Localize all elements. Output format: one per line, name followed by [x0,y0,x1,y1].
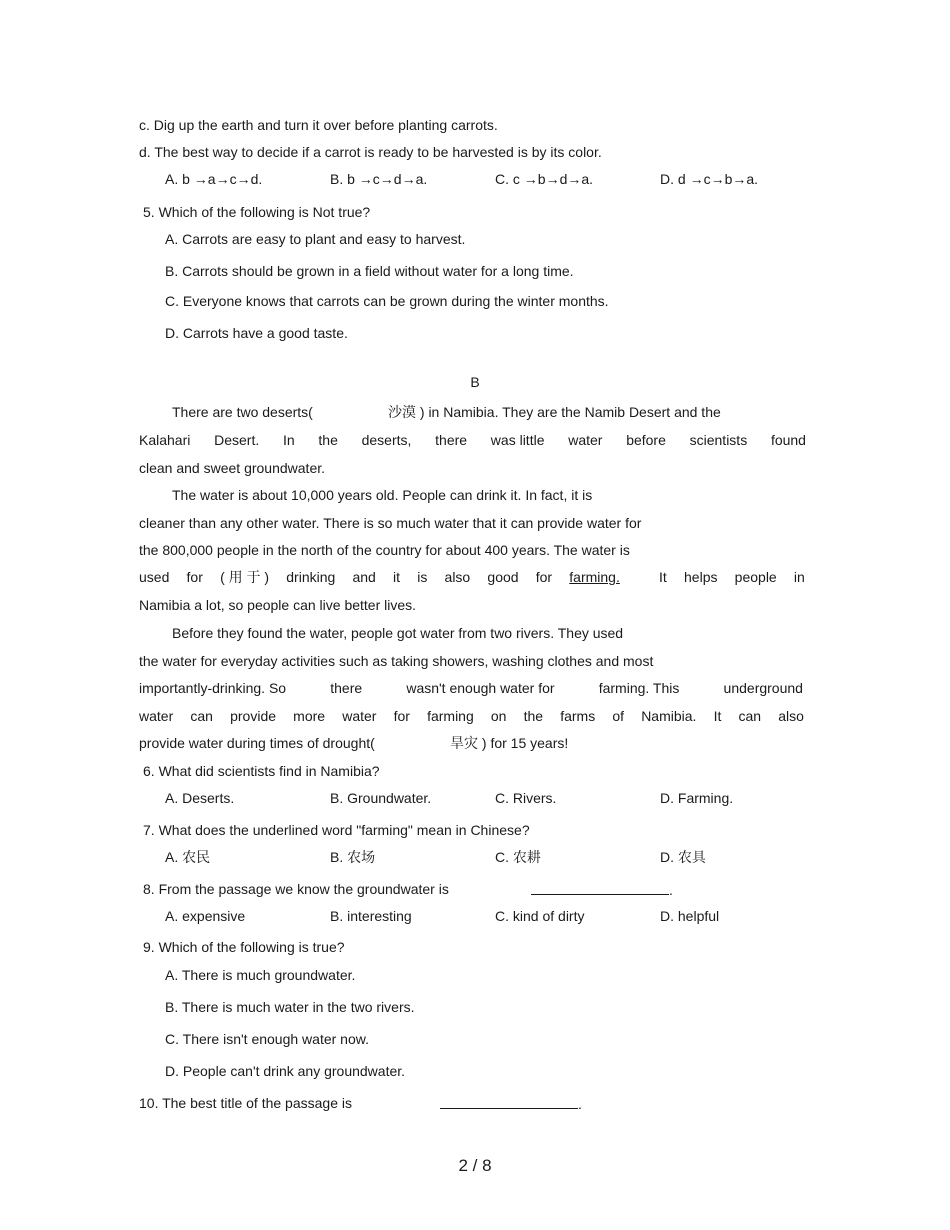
word: farming [427,708,474,724]
word: found [770,432,806,448]
word: water [568,432,603,448]
q8-answer-line[interactable] [531,880,673,899]
word: can [190,708,213,724]
word: for [186,569,203,585]
p2-line4 [139,568,805,586]
q9-option-b[interactable]: B. There is much water in the two rivers. [165,999,415,1015]
word: of [612,708,625,724]
q6-option-b[interactable]: B. Groundwater. [330,790,432,806]
q9-stem: 9. Which of the following is true? [143,939,345,955]
word: Namibia. [641,708,697,724]
word: In [282,432,295,448]
word: on [490,708,507,724]
word: ( 用 于 ) [220,569,270,585]
word: for [535,569,553,585]
word: the [523,708,544,724]
p3-line3 [139,679,803,697]
word: it [393,569,401,585]
q8-answer-blank[interactable] [531,880,669,895]
word: more [293,708,326,724]
q6-option-a[interactable]: A. Deserts. [165,790,235,806]
word: provide [230,708,277,724]
q7-option-a[interactable]: A. 农民 [165,849,211,865]
word: wasn't enough water for [406,680,555,696]
p2-line2: cleaner than any other water. There is so much water that it can provide water for [139,515,642,531]
p2-line3: the 800,000 people in the north of the country for about 400 years. The water is [139,542,630,558]
p1-line2 [139,431,806,449]
q7-stem: 7. What does the underlined word "farming" mean in Chinese? [143,822,530,838]
p3-line5-b: 旱灾 ) for 15 years! [450,735,569,751]
p1-line1-a: There are two deserts( [172,404,313,420]
section-b-heading: B [470,374,480,390]
word: helps [684,569,718,585]
q6-option-d[interactable]: D. Farming. [660,790,734,806]
word: also [444,569,471,585]
word: for [393,708,410,724]
word: good [487,569,519,585]
word: Desert. [214,432,260,448]
q4-option-c[interactable]: C. c →b→d→a. [495,171,594,187]
q7-option-c[interactable]: C. 农耕 [495,849,541,865]
q4-option-b[interactable]: B. b →c→d→a. [330,171,428,187]
word: farming. This [598,680,680,696]
p3-line1: Before they found the water, people got water from two rivers. They used [172,625,624,641]
q9-option-a[interactable]: A. There is much groundwater. [165,967,356,983]
word: in [793,569,805,585]
q10-period: . [578,1096,582,1112]
q4-option-a[interactable]: A. b →a→c→d. [165,171,263,187]
q10-answer-line[interactable] [440,1094,582,1113]
q8-period: . [669,882,673,898]
q8-option-d[interactable]: D. helpful [660,908,720,924]
word: farms [560,708,596,724]
p2-line5: Namibia a lot, so people can live better lives. [139,597,417,613]
word: drinking [286,569,336,585]
word: there [435,432,468,448]
q4-option-d[interactable]: D. d →c→b→a. [660,171,759,187]
word: the [318,432,338,448]
word: water [342,708,377,724]
q5-option-d[interactable]: D. Carrots have a good taste. [165,325,348,341]
word: before [626,432,666,448]
p3-line4 [139,707,804,725]
q5-option-b[interactable]: B. Carrots should be grown in a field without water for a long time. [165,263,574,279]
q8-stem: 8. From the passage we know the groundwater is [143,881,449,897]
word: people [734,569,777,585]
word: It [659,569,667,585]
word: deserts, [361,432,412,448]
p3-line5-a: provide water during times of drought( [139,735,375,751]
q10-answer-blank[interactable] [440,1094,578,1109]
q5-option-a[interactable]: A. Carrots are easy to plant and easy to harvest. [165,231,466,247]
word: underground [723,680,803,696]
p1-line1-b: 沙漠 ) in Namibia. They are the Namib Desert and the [388,404,721,420]
q8-option-a[interactable]: A. expensive [165,908,246,924]
q5-option-c[interactable]: C. Everyone knows that carrots can be grown during the winter months. [165,293,609,309]
word: used [139,569,170,585]
word: also [778,708,804,724]
word: scientists [689,432,748,448]
page-number: 2 / 8 [458,1156,492,1175]
underlined-word-farming: farming. [569,569,620,585]
word: can [738,708,762,724]
q8-option-b[interactable]: B. interesting [330,908,412,924]
q9-option-d[interactable]: D. People can't drink any groundwater. [165,1063,406,1079]
word: importantly-drinking. So [139,680,287,696]
word: is [417,569,428,585]
q10-stem: 10. The best title of the passage is [139,1095,352,1111]
q7-option-d[interactable]: D. 农具 [660,849,706,865]
p3-line2: the water for everyday activities such as taking showers, washing clothes and most [139,653,654,669]
q7-option-b[interactable]: B. 农场 [330,849,376,865]
word: was little [490,432,545,448]
q6-stem: 6. What did scientists find in Namibia? [143,763,380,779]
p2-line1: The water is about 10,000 years old. People can drink it. In fact, it is [172,487,593,503]
p1-line3: clean and sweet groundwater. [139,460,326,476]
q8-option-c[interactable]: C. kind of dirty [495,908,585,924]
word: and [352,569,376,585]
word: It [713,708,722,724]
q9-option-c[interactable]: C. There isn't enough water now. [165,1031,369,1047]
q5-stem: 5. Which of the following is Not true? [143,204,371,220]
word: there [330,680,363,696]
q6-option-c[interactable]: C. Rivers. [495,790,557,806]
q4-statement-c: c. Dig up the earth and turn it over before planting carrots. [139,117,498,133]
word: Kalahari [139,432,191,448]
q4-statement-d: d. The best way to decide if a carrot is ready to be harvested is by its color. [139,144,602,160]
word: water [139,708,174,724]
